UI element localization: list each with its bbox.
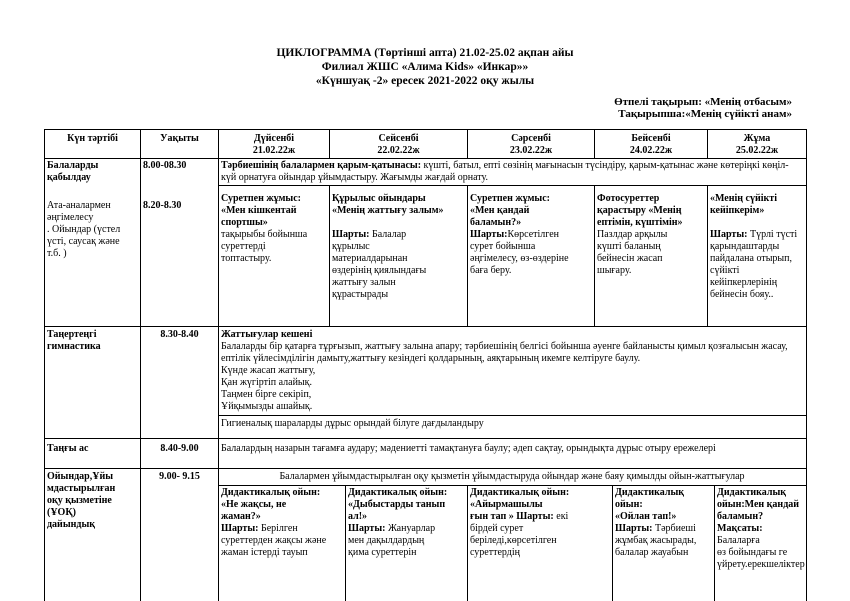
game-wed: Дидактикалық ойын: «Айырмашылы ғын тап » Шарты: екі бірдей сурет беріледі,көрсетілген суреттердің <box>470 487 570 558</box>
table-line <box>345 485 346 601</box>
games-intro: Балалармен ұйымдастырылған оқу қызметін ұйымдастыруда ойындар және баяу қимылды ойын-жаттығулар <box>279 471 745 482</box>
regime-games: Ойындар,Ұйы мдастырылған оқу қызметіне (ҰОҚ) дайындық <box>47 471 116 530</box>
col-header-regime: Күн тәртібі <box>67 133 118 144</box>
table-line <box>612 485 613 601</box>
activity-fri: «Менің сүйікті кейіпкерім» Шарты: Түрлі түсті қарындаштарды пайдалана отырып, сүйікті кейіпкерлерінің бейнесін бояу.. <box>710 193 798 300</box>
regime-reception: Балаларды қабылдау <box>47 160 99 183</box>
doc-branch: Филиал ЖШС «Алима Kids» «Инкар»» <box>321 61 529 73</box>
activity-thu: Фотосуреттер қарастыру «Менің ептімін, күштімін» Пазлдар арқылы күшті баланың бейнесін жасап шығару. <box>597 193 683 276</box>
col-header-day-tue: Сейсенбі 22.02.22ж <box>377 133 420 156</box>
table-line <box>140 129 141 601</box>
table-line <box>44 129 807 130</box>
table-line <box>329 185 330 326</box>
game-thu: Дидактикалық ойын: «Ойлан тап!» Шарты: Тәрбиеші жұмбақ жасырады, балалар жауабын <box>615 487 697 558</box>
regime-parents-talk: Ата-аналармен әңгімелесу . Ойындар (үстел үсті, саусақ және т.б. ) <box>47 200 121 259</box>
table-line <box>707 185 708 326</box>
table-line <box>218 129 219 601</box>
gymnastics-hygiene: Гигиеналық шараларды дұрыс орындай білуге дағдыландыру <box>221 418 484 429</box>
reception-communication: Тәрбиешінің балалармен қарым-қатынасы: күшті, батыл, епті сөзінің мағынасын түсіндіру, қарым-қатынас және көтеріңкі көңіл-күй орнатуға ойындар ұйымдастыру. Жағымды жағдай орнату. <box>221 160 789 183</box>
time-breakfast: 8.40-9.00 <box>160 443 199 454</box>
col-header-time: Уақыты <box>160 133 199 144</box>
table-line <box>467 485 468 601</box>
time-parents-talk: 8.20-8.30 <box>143 200 182 211</box>
col-header-day-wed: Сәрсенбі 23.02.22ж <box>509 133 553 156</box>
activity-mon: Суретпен жұмыс: «Мен кішкентай спортшы» тақырыбы бойынша суреттерді топтастыру. <box>221 193 308 264</box>
doc-topic: Өтпелі тақырып: «Менің отбасым» <box>614 96 792 108</box>
time-games: 9.00- 9.15 <box>159 471 200 482</box>
doc-subtopic: Тақырыпша:«Менің сүйікті анам» <box>618 108 792 120</box>
table-line <box>806 129 807 601</box>
col-header-day-fri: Жұма 25.02.22ж <box>735 133 779 156</box>
col-header-day-mon: Дүйсенбі 21.02.22ж <box>252 133 296 156</box>
doc-group-year: «Күншуақ -2» ересек 2021-2022 оқу жылы <box>315 75 535 87</box>
activity-tue: Құрылыс ойындары «Менің жаттығу залым» Шарты: Балалар құрылыс материалдарынан өздерінің қиялындағы жаттығу залын құрастырады <box>332 193 444 300</box>
table-line <box>44 438 807 439</box>
table-line <box>218 415 807 416</box>
game-fri: Дидактикалық ойын:Мен қандай баламын? Мақсаты: Балаларға өз бойындағы ге үйрету.ерекшеліктер <box>717 487 805 570</box>
table-line <box>44 326 807 327</box>
time-reception: 8.00-08.30 <box>143 160 187 171</box>
doc-title: ЦИКЛОГРАММА (Төртінші апта) 21.02-25.02 ақпан айы <box>276 47 574 59</box>
table-line <box>44 468 807 469</box>
table-line <box>714 485 715 601</box>
game-tue: Дидактикалық ойын: «Дыбыстарды танып ал!» Шарты: Жануарлар мен дақылдардың қима суреттерін <box>348 487 448 558</box>
regime-gymnastics: Таңертеңгі гимнастика <box>47 329 101 352</box>
game-mon: Дидактикалық ойын: «Не жақсы, не жаман?» Шарты: Берілген суреттерден жақсы және жаман істерді тауып <box>221 487 327 558</box>
table-line <box>594 185 595 326</box>
table-line <box>44 158 807 159</box>
table-line <box>44 129 45 601</box>
breakfast-content: Балалардың назарын тағамға аудару; мәдениетті тамақтануға баулу; әдеп сақтау, орындықта дұрыс отыру ережелері <box>221 443 716 454</box>
table-line <box>467 185 468 326</box>
regime-breakfast: Таңғы ас <box>47 443 89 454</box>
activity-wed: Суретпен жұмыс: «Мен қандай баламын?» Шарты:Көрсетілген сурет бойынша әңгімелесу, өз-өздеріне баға беру. <box>470 193 569 276</box>
gymnastics-content: Жаттығулар кешені Балаларды бір қатарға тұрғызып, жаттығу залына апару; тәрбиешінің белгісі бойынша әуенге байланысты қимыл қозғалысын жасау, ептілік үйлесімділігін дамыту,жаттығу кезіндегі қолдарының, аяқтарының икемге келтіруге баулу. Күнде жасап жаттығу, Қан жүгіртіп алайық. Таңмен бірге секіріп, Ұйқымызды ашайық. <box>221 329 788 412</box>
table-line <box>218 485 807 486</box>
col-header-day-thu: Бейсенбі 24.02.22ж <box>629 133 673 156</box>
table-line <box>218 185 807 186</box>
time-gymnastics: 8.30-8.40 <box>160 329 199 340</box>
